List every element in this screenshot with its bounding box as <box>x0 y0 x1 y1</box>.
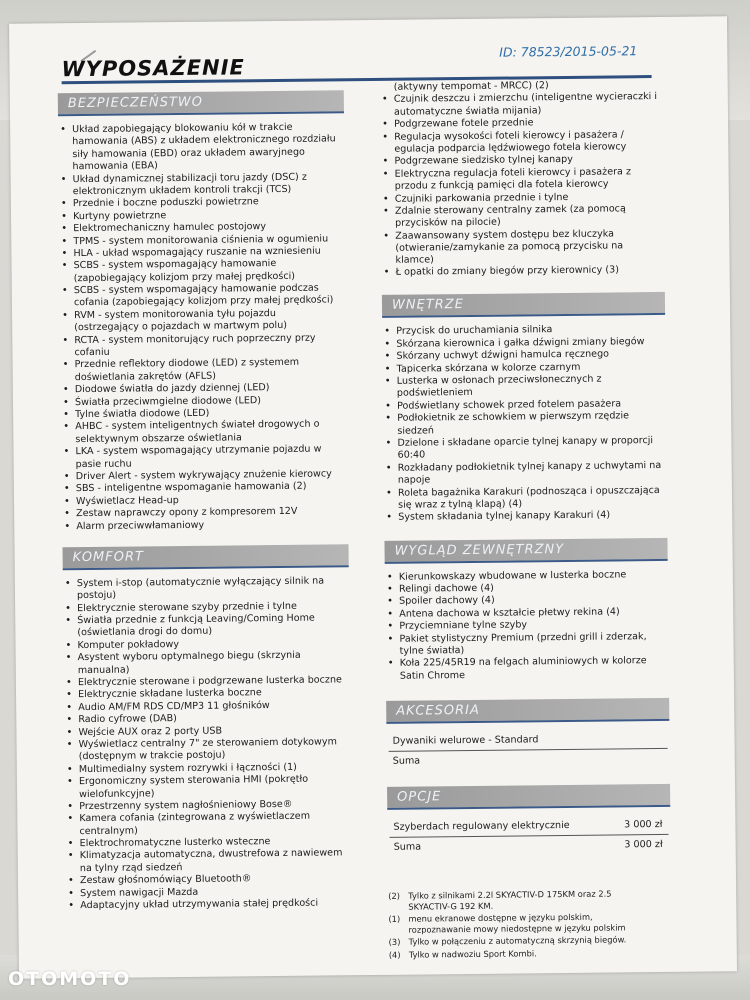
list-item: • Tapicerka skórzana w kolorze czarnym <box>383 361 666 376</box>
list-item: • SCBS - system wspomagający hamowanie podczas <box>60 282 346 297</box>
row-label: Suma <box>393 841 422 854</box>
list-item-continuation: (dostępnym w trakcie postoju) <box>78 749 226 763</box>
list-item: • Dzielone i składane oparcie tylnej kanapy w proporcji <box>383 435 666 450</box>
list-item: • Lusterka w osłonach przeciwsłonecznych z <box>383 373 666 388</box>
list-item: • Przestrzenny system nagłośnieniowy Bose® <box>65 798 351 813</box>
list-item: • SCBS - system wspomagający hamowanie <box>60 258 346 273</box>
feature-list <box>380 79 665 279</box>
footnote-text: Tylko w połączeniu z automatyczną skrzynią biegów. <box>408 934 627 947</box>
section-heading: KOMFORT <box>63 544 349 570</box>
list-item-continuation: egulacja podparcia lędźwiowego fotela kierowcy <box>394 141 627 155</box>
list-item: • Światła przednie z funkcją Leaving/Coming Home <box>63 612 349 627</box>
list-item-continuation: selektywnym obszarze oświetlania <box>75 432 242 445</box>
footnote <box>389 934 672 947</box>
row-label: Szyberdach regulowany elektrycznie <box>393 820 570 834</box>
list-item: • Przednie i boczne poduszki powietrzne <box>59 196 345 211</box>
list-item: • AHBC - system inteligentnych świateł drogowych o <box>61 419 347 434</box>
list-item-continuation: wielofunkcyjne) <box>79 787 155 800</box>
left-column <box>58 86 353 912</box>
list-item: • Zaawansowany system dostępu bez kluczyka <box>381 228 664 243</box>
row-price: 3 000 zł <box>624 839 663 851</box>
list-item-continuation: elektronicznym układem kontroli trakcji (TCS) <box>72 183 292 198</box>
feature-list <box>385 569 669 683</box>
list-item-continuation: (ostrzegający o pojazdach w martwym polu) <box>74 320 288 334</box>
feature-list <box>382 323 667 523</box>
footnote-text: rozpoznawanie mowy niedostępne w języku polskim <box>408 922 626 935</box>
section-heading-akcesoria: AKCESORIA <box>386 698 669 724</box>
list-item: • Wejście AUX oraz 2 porty USB <box>64 724 350 739</box>
list-item: • Komputer pokładowy <box>63 637 349 652</box>
list-item: • Antena dachowa w kształcie płetwy rekina (4) <box>385 606 668 621</box>
list-item-continuation: automatyczne światła mijania) <box>393 104 542 118</box>
row-price: 3 000 zł <box>624 819 663 831</box>
document-id: ID: 78523/2015-05-21 <box>499 43 638 60</box>
list-item-continuation: przodu z funkcją pamięci dla fotela kierowcy <box>394 178 609 192</box>
list-item: • Rozkładany podłokietnik tylnej kanapy z uchwytami na <box>384 460 667 475</box>
list-item-continuation: pasie ruchu <box>75 458 132 470</box>
list-item: • Koła 225/45R19 na felgach aluminiowych w kolorze <box>386 655 669 670</box>
footnote <box>389 947 672 960</box>
list-item-continuation: siedzeń <box>397 424 435 437</box>
spec-sheet <box>9 16 737 978</box>
feature-list <box>58 121 348 532</box>
list-item: • System składania tylnej kanapy Karakuri (4) <box>384 509 667 524</box>
footnote-number: (4) <box>388 949 401 960</box>
footnote-text: menu ekranowe dostępne w języku polskim, <box>408 911 593 924</box>
list-item-continuation: hamowania (EBA) <box>72 160 158 173</box>
footnote-number: (1) <box>388 913 401 925</box>
list-item: • Radio cyfrowe (DAB) <box>64 711 350 726</box>
document-title: WYPOSAŻENIE <box>61 55 245 82</box>
footnotes <box>388 888 672 960</box>
list-item: • Ł opatki do zmiany biegów przy kierownicy (3) <box>382 264 665 279</box>
list-item: • Światła przeciwmgielne diodowe (LED) <box>61 394 347 409</box>
list-item: • Pakiet stylistyczny Premium (przedni grill i zderzak, <box>385 631 668 646</box>
list-item-continuation: na tylny rząd siedzeń <box>79 861 183 874</box>
list-item-continuation: (oświetlania drogi do domu) <box>77 626 213 639</box>
list-item-continuation: podświetleniem <box>396 387 473 400</box>
list-item: • Klimatyzacja automatyczna, dwustrefowa z nawiewem <box>66 848 352 863</box>
list-item: • Czujniki parkowania przednie i tylne <box>381 190 664 205</box>
list-item: • Multimedialny system rozrywki i łączności (1) <box>65 761 351 776</box>
footnote-number: (2) <box>388 890 400 902</box>
list-item: • Zestaw głośnomówiący Bluetooth® <box>66 873 352 888</box>
list-item-continuation: hamowania (ABS) z układem elektronicznego rozdziału <box>72 133 336 148</box>
option-row <box>387 815 670 837</box>
list-item-continuation: cofania (zapobiegający kolizjom przy małej prędkości) <box>73 294 334 309</box>
list-item: • Regulacja wysokości foteli kierowcy i pasażera / <box>380 129 663 144</box>
list-item: • Tylne światła diodowe (LED) <box>61 406 347 421</box>
list-item: • Układ zapobiegający blokowaniu kół w trakcie <box>58 121 344 136</box>
list-item: • Kurtyny powietrzne <box>59 208 345 223</box>
list-item: • Alarm przeciwwłamaniowy <box>62 518 348 533</box>
list-item: • LKA - system wspomagający utrzymanie pojazdu w <box>61 443 347 458</box>
list-item: • Podgrzewane fotele przednie <box>380 116 663 131</box>
list-item-continuation: Satin Chrome <box>399 669 466 682</box>
list-item: • Spoiler dachowy (4) <box>385 593 668 608</box>
list-item-continuation: 60:40 <box>397 449 426 462</box>
list-item-continuation: się wraz z tylną klapą) (4) <box>398 498 523 511</box>
list-item: • Zestaw naprawczy opony z kompresorem 12V <box>62 505 348 520</box>
row-label: Dywaniki welurowe - Standard <box>392 734 539 748</box>
list-item-continuation: cofaniu <box>74 346 110 359</box>
list-item: • Zdalnie sterowany centralny zamek (za pomocą <box>381 203 664 218</box>
right-column <box>380 79 672 962</box>
list-item: • RVM - system monitorowania tyłu pojazdu <box>60 307 346 322</box>
section-heading-opcje: OPCJE <box>387 784 670 810</box>
list-item: • Skórzany uchwyt dźwigni hamulca ręcznego <box>382 348 665 363</box>
list-item-continuation: postoju) <box>76 589 117 602</box>
list-item-continuation: (zapobiegający kolizjom przy małej prędkości) <box>73 270 296 284</box>
sum-row <box>388 835 671 857</box>
list-item: • Diodowe światła do jazdy dziennej (LED) <box>61 381 347 396</box>
section-heading: WNĘTRZE <box>382 292 665 318</box>
list-item: • Przednie reflektory diodowe (LED) z systemem <box>61 357 347 372</box>
list-item: • Przyciemniane tylne szyby <box>385 618 668 633</box>
list-item: • HLA - układ wspomagający ruszanie na wzniesieniu <box>59 245 345 260</box>
list-item: • Elektromechaniczny hamulec postojowy <box>59 220 345 235</box>
list-item: • Roleta bagażnika Karakuri (podnosząca i opuszczająca <box>384 484 667 499</box>
list-item: • Elektrycznie sterowane i podgrzewane lusterka boczne <box>64 674 350 689</box>
list-item: • Układ dynamicznej stabilizacji toru jazdy (DSC) z <box>59 171 345 186</box>
list-item: • Podświetlany schowek przed fotelem pasażera <box>383 398 666 413</box>
sum-row <box>387 749 670 771</box>
footnote-number: (3) <box>388 936 401 948</box>
list-item: • Driver Alert - system wykrywający znużenie kierowcy <box>62 468 348 483</box>
list-item: • Audio AM/FM RDS CD/MP3 11 głośników <box>64 699 350 714</box>
list-item-continuation: tylne światła) <box>399 645 465 657</box>
footnote-text: SKYACTIV-G 192 KM. <box>408 900 494 912</box>
footnote-text: Tylko z silnikami 2.2l SKYACTIV-D 175KM oraz 2.5 <box>408 888 612 901</box>
row-label: Suma <box>392 755 421 768</box>
list-item: • System i-stop (automatycznie wyłączający silnik na <box>63 575 349 590</box>
list-item-continuation: manualna) <box>77 664 130 676</box>
list-item: • Kierunkowskazy wbudowane w lusterka boczne <box>385 569 668 584</box>
list-item: • Czujnik deszczu i zmierzchu (inteligentne wycieraczki i <box>380 91 663 106</box>
list-item-continuation: przycisków na pilocie) <box>395 216 501 230</box>
list-item: • TPMS - system monitorowania ciśnienia w ogumieniu <box>59 233 345 248</box>
watermark-logo: OTOMOTO <box>8 968 132 990</box>
feature-list <box>63 575 352 912</box>
list-item-continuation: centralnym) <box>79 825 138 837</box>
list-item: • Elektrycznie składane lusterka boczne <box>64 687 350 702</box>
list-item: • Elektrochromatyczne lusterko wsteczne <box>66 835 352 850</box>
list-item-continuation: (aktywny tempomat - MRCC) (2) <box>393 80 549 93</box>
list-item: • Skórzana kierownica i gałka dźwigni zmiany biegów <box>382 336 665 351</box>
list-item: • Elektrycznie sterowane szyby przednie i tylne <box>63 600 349 615</box>
list-item: • Wyświetlacz Head-up <box>62 493 348 508</box>
list-item: • System nawigacji Mazda <box>66 885 352 900</box>
list-item: • SBS - inteligentne wspomaganie hamowania (2) <box>62 481 348 496</box>
list-item-continuation: napoje <box>397 474 431 486</box>
list-item: • Przycisk do uruchamiania silnika <box>382 323 665 338</box>
list-item: • Asystent wyboru optymalnego biegu (skrzynia <box>64 649 350 664</box>
list-item-continuation: siły hamowania (EBD) oraz układem awaryjnego <box>72 146 305 160</box>
list-item: • Kamera cofania (zintegrowana z wyświetlaczem <box>65 811 351 826</box>
accessory-row <box>386 729 669 751</box>
list-item: • Adaptacyjny układ utrzymywania stałej prędkości <box>66 897 352 912</box>
list-item: • Ergonomiczny system sterowania HMI (pokrętło <box>65 773 351 788</box>
list-item: • Podgrzewane siedzisko tylnej kanapy <box>380 153 663 168</box>
list-item: • RCTA - system monitorujący ruch poprzeczny przy <box>60 332 346 347</box>
list-item: • Podłokietnik ze schowkiem w pierwszym rzędzie <box>383 410 666 425</box>
footnote <box>388 911 671 935</box>
list-item-continuation: (otwieranie/zamykanie za pomocą przycisku na klamce) <box>395 240 624 266</box>
list-item: • Elektryczna regulacja foteli kierowcy i pasażera z <box>381 166 664 181</box>
list-item: • Relingi dachowe (4) <box>385 581 668 596</box>
footnote <box>388 888 671 912</box>
list-item: • Wyświetlacz centralny 7" ze sterowaniem dotykowym <box>65 736 351 751</box>
list-item-continuation: doświetlania zakrętów (AFLS) <box>74 370 216 383</box>
footnote-text: Tylko w nadwoziu Sport Kombi. <box>408 948 537 960</box>
section-heading: WYGLĄD ZEWNĘTRZNY <box>384 538 667 564</box>
section-heading: BEZPIECZEŃSTWO <box>58 90 344 116</box>
